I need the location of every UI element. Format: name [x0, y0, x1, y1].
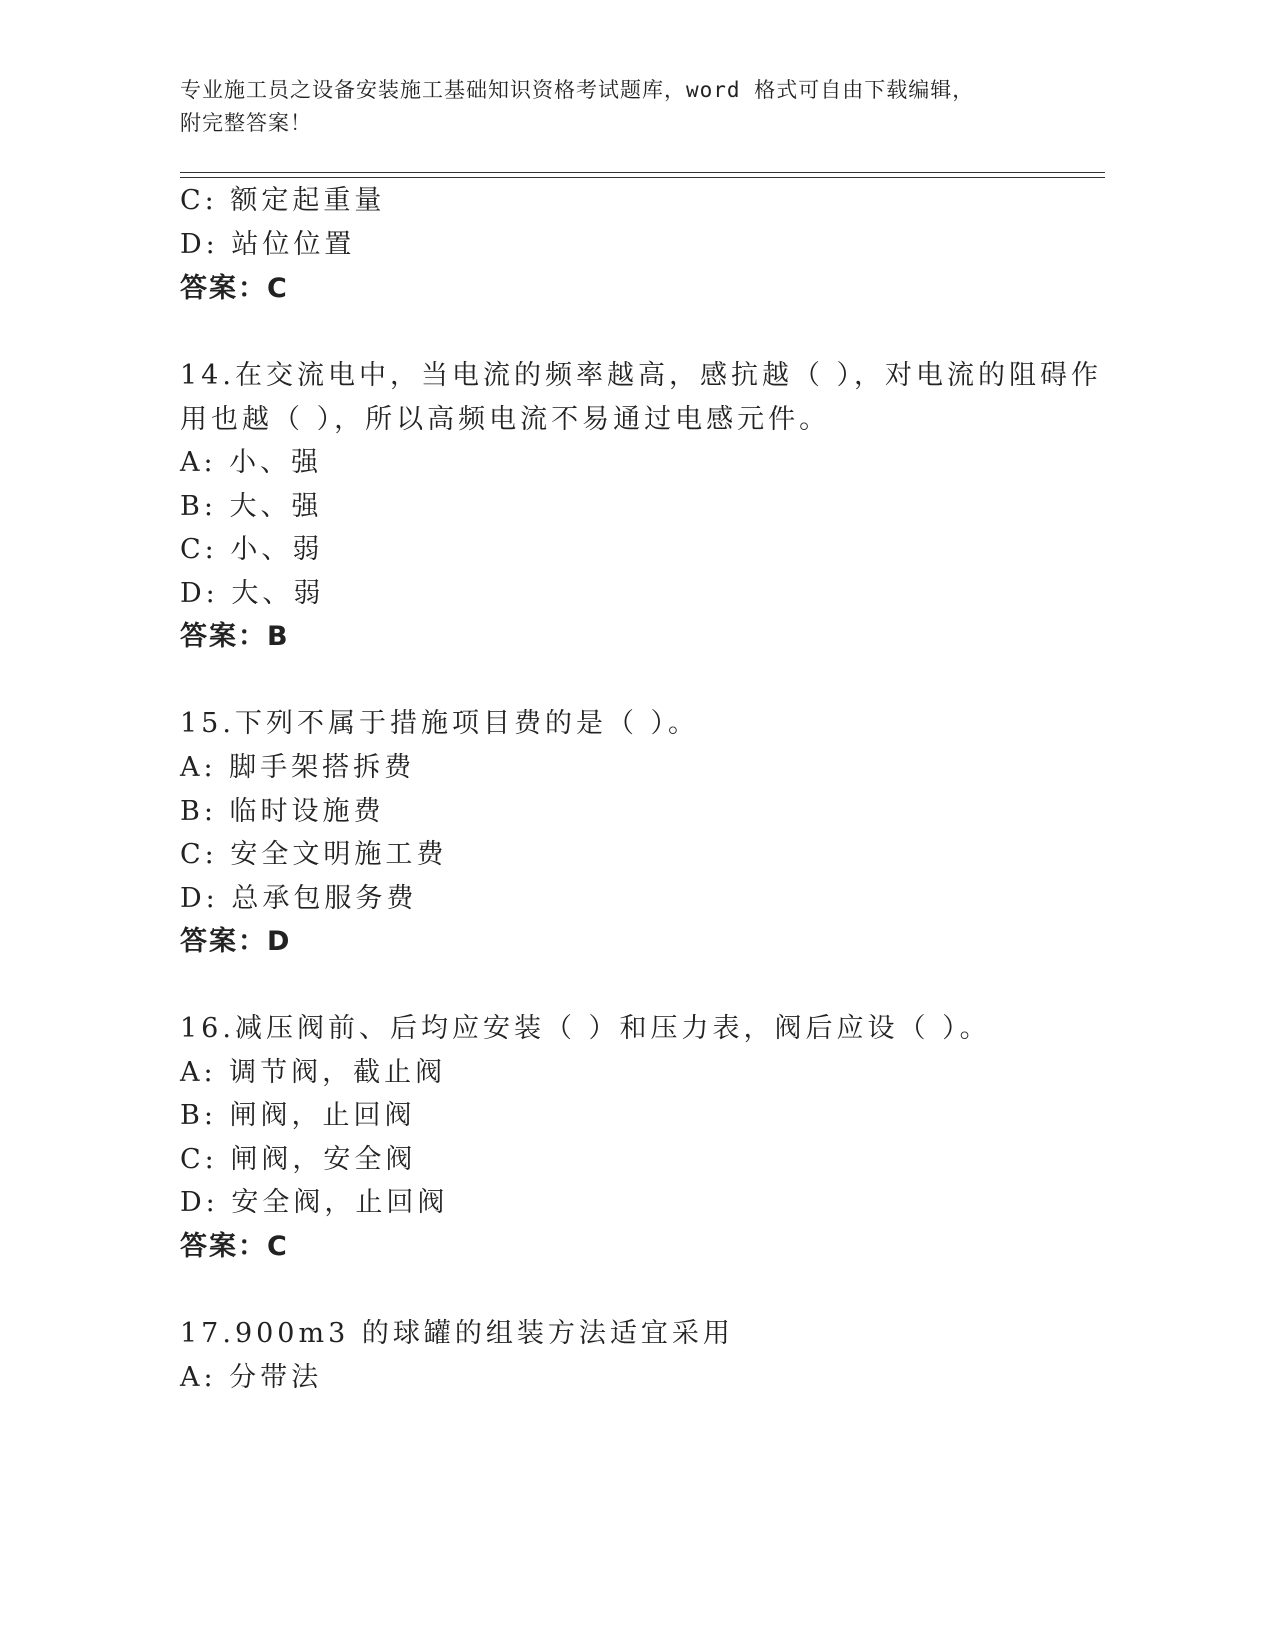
q14-stem-line-2: 用也越（ ），所以高频电流不易通过电感元件。	[180, 404, 831, 435]
q17-option-a: A: 分带法	[180, 1362, 323, 1393]
q15-option-c: C: 安全文明施工费	[180, 839, 448, 870]
q15-option-b: B: 临时设施费	[180, 796, 385, 827]
header-line-1: 专业施工员之设备安装施工基础知识资格考试题库，word 格式可自由下载编辑，	[180, 78, 975, 102]
q15-option-d: D: 总承包服务费	[180, 883, 418, 914]
header-divider-top	[180, 172, 1105, 173]
q16-stem: 16.减压阀前、后均应安装（ ）和压力表，阀后应设（ ）。	[180, 1013, 991, 1044]
q13-answer: 答案：C	[180, 273, 289, 304]
q16-option-d: D: 安全阀，止回阀	[180, 1187, 449, 1218]
q15-answer: 答案：D	[180, 926, 292, 957]
q16-option-b: B: 闸阀，止回阀	[180, 1100, 416, 1131]
q15-stem: 15.下列不属于措施项目费的是（ ）。	[180, 708, 700, 739]
q13-option-d: D: 站位位置	[180, 229, 356, 260]
q16-option-a: A: 调节阀，截止阀	[180, 1057, 447, 1088]
q14-option-d: D: 大、弱	[180, 578, 325, 609]
q14-stem-line-1: 14.在交流电中，当电流的频率越高，感抗越（ ），对电流的阻碍作	[180, 360, 1103, 391]
q16-answer: 答案：C	[180, 1231, 289, 1262]
q16-option-c: C: 闸阀，安全阀	[180, 1144, 417, 1175]
header-divider-bottom	[180, 177, 1105, 178]
q15-option-a: A: 脚手架搭拆费	[180, 752, 416, 783]
q13-option-c: C: 额定起重量	[180, 185, 386, 216]
q14-option-a: A: 小、强	[180, 447, 323, 478]
q14-option-c: C: 小、弱	[180, 534, 324, 565]
q14-answer: 答案：B	[180, 621, 290, 652]
q14-option-b: B: 大、强	[180, 491, 323, 522]
q17-stem: 17.900m3 的球罐的组装方法适宜采用	[180, 1318, 734, 1349]
document-header	[180, 74, 1100, 140]
header-line-2: 附完整答案！	[180, 111, 312, 135]
